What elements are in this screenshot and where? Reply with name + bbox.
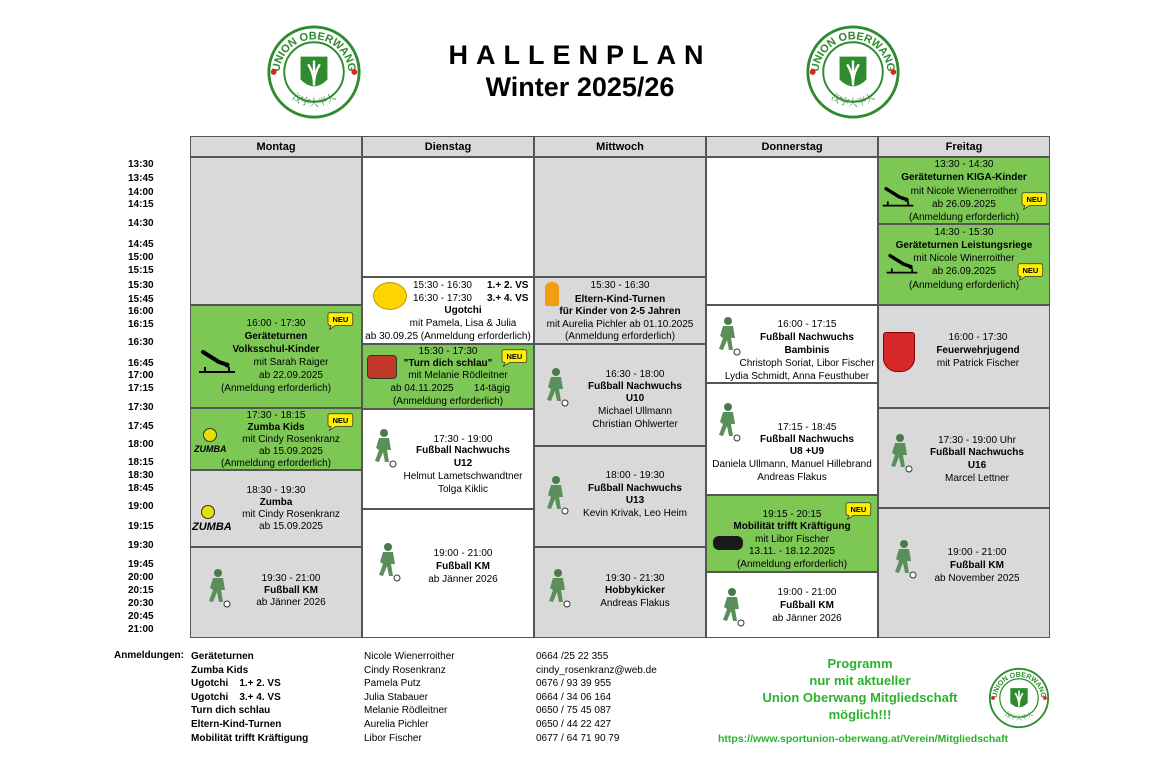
day-header-dienstag: Dienstag (362, 136, 534, 157)
registration-person: Libor Fischer (364, 732, 422, 744)
time-label: 14:00 (128, 187, 154, 198)
slot-mi-fussball-u13: 18:00 - 19:30 Fußball Nachwuchs U13 Kevin Krivak, Leo Heim (534, 446, 706, 547)
time-label: 19:30 (128, 540, 154, 551)
slot-di-ugotchi: 15:30 - 16:30 1.+ 2. VS 16:30 - 17:30 3.+ 4. VS Ugotchi mit Pamela, Lisa & Julia ab 30.09.25 (Anmeldung erforderlich) (362, 277, 534, 344)
registration-course: Ugotchi 3.+ 4. VS (191, 691, 281, 703)
slot-fr-feuerwehrjugend: 16:00 - 17:30 Feuerwehrjugend mit Patrick Fischer (878, 305, 1050, 408)
slot-empty (706, 157, 878, 305)
time-label: 20:30 (128, 598, 154, 609)
time-label: 18:30 (128, 470, 154, 481)
time-label: 19:00 (128, 501, 154, 512)
page-title: HALLENPLAN (448, 40, 712, 70)
slot-empty (534, 157, 706, 277)
registration-contact: cindy_rosenkranz@web.de (536, 664, 657, 676)
slot-fr-fussball-u16: 17:30 - 19:00 Uhr Fußball Nachwuchs U16 Marcel Lettner (878, 408, 1050, 508)
slot-do-fussball-km: 19:00 - 21:00 Fußball KM ab Jänner 2026 (706, 572, 878, 638)
time-label: 14:30 (128, 218, 154, 229)
time-label: 15:00 (128, 252, 154, 263)
registration-person: Julia Stabauer (364, 691, 428, 703)
day-header-montag: Montag (190, 136, 362, 157)
slot-di-fussball-u12: 17:30 - 19:00 Fußball Nachwuchs U12 Helmut Lametschwandtner Tolga Kiklic (362, 409, 534, 509)
membership-note: Programm nur mit aktueller Union Oberwang Mitgliedschaft möglich!!! (762, 656, 958, 722)
slot-mi-eltern-kind-turnen: 15:30 - 16:30 Eltern-Kind-Turnen für Kinder von 2-5 Jahren mit Aurelia Pichler ab 01.10.2025 (Anmeldung erforderlich) (534, 277, 706, 344)
time-label: 19:45 (128, 559, 154, 570)
slot-mo-zumba: ZUMBA 18:30 - 19:30 Zumba mit Cindy Rosenkranz ab 15.09.2025 (190, 470, 362, 547)
time-label: 13:45 (128, 173, 154, 184)
registration-contact: 0650 / 44 22 427 (536, 718, 612, 730)
registrations-courses (191, 650, 308, 745)
union-oberwang-logo-right (805, 24, 901, 120)
registrations-persons (364, 650, 455, 745)
membership-link[interactable]: https://www.sportunion-oberwang.at/Verein/Mitgliedschaft (718, 733, 1009, 745)
slot-mo-geraeteturnen: 16:00 - 17:30 Geräteturnen Volksschul-Kinder mit Sarah Raiger ab 22.09.2025 (Anmeldung erforderlich) (190, 305, 362, 408)
time-label: 20:45 (128, 611, 154, 622)
time-label: 19:15 (128, 521, 154, 532)
time-label: 17:45 (128, 421, 154, 432)
slot-mi-hobbykicker: 19:30 - 21:30 Hobbykicker Andreas Flakus (534, 547, 706, 638)
time-label: 20:00 (128, 572, 154, 583)
time-label: 16:30 (128, 337, 154, 348)
registrations-label: Anmeldungen: (114, 650, 184, 661)
time-label: 16:45 (128, 358, 154, 369)
time-label: 15:15 (128, 265, 154, 276)
registration-contact: 0650 / 75 45 087 (536, 705, 612, 717)
registration-contact: 0676 / 93 39 955 (536, 678, 612, 690)
day-header-freitag: Freitag (878, 136, 1050, 157)
registration-course: Eltern-Kind-Turnen (191, 718, 282, 730)
union-oberwang-logo-left (266, 24, 362, 120)
day-header-mittwoch: Mittwoch (534, 136, 706, 157)
page-subtitle: Winter 2025/26 (485, 72, 675, 102)
registration-course: Zumba Kids (191, 664, 249, 676)
time-label: 17:15 (128, 383, 154, 394)
slot-di-turn-dich-schlau: 15:30 - 17:30 "Turn dich schlau" mit Melanie Rödleitner ab 04.11.2025 14-tägig (Anmeldung erforderlich) (362, 344, 534, 409)
time-label: 16:00 (128, 306, 154, 317)
registration-person: Nicole Wienerroither (364, 651, 455, 662)
slot-mo-zumba-kids: ZUMBA 17:30 - 18:15 Zumba Kids mit Cindy Rosenkranz ab 15.09.2025 (Anmeldung erforderlich) (190, 408, 362, 470)
slot-di-fussball-km: 19:00 - 21:00 Fußball KM ab Jänner 2026 (362, 509, 534, 638)
registration-course: Geräteturnen (191, 651, 254, 662)
registration-course: Mobilität trifft Kräftigung (191, 732, 309, 744)
time-label: 18:45 (128, 483, 154, 494)
registration-course: Turn dich schlau (191, 705, 271, 717)
time-label: 14:45 (128, 239, 154, 250)
registration-course: Ugotchi 1.+ 2. VS (191, 678, 281, 690)
registration-person: Pamela Putz (364, 678, 421, 690)
registration-person: Melanie Rödleitner (364, 705, 448, 717)
registration-contact: 0677 / 64 71 90 79 (536, 732, 620, 744)
registrations-contacts (536, 650, 657, 745)
slot-fr-geraeteturnen-leistung: 14:30 - 15:30 Geräteturnen Leistungsriege mit Nicole Winerroither ab 26.09.2025 (Anmeldung erforderlich) (878, 224, 1050, 305)
time-label: 17:30 (128, 402, 154, 413)
schedule-grid (190, 136, 1050, 638)
time-label: 14:15 (128, 199, 154, 210)
union-oberwang-logo-small (988, 667, 1050, 729)
slot-do-fussball-u8-u9: 17:15 - 18:45 Fußball Nachwuchs U8 +U9 Daniela Ullmann, Manuel Hillebrand Andreas Flakus (706, 383, 878, 495)
registration-person: Aurelia Pichler (364, 718, 429, 730)
slot-empty (190, 157, 362, 305)
slot-mo-fussball-km: 19:30 - 21:00 Fußball KM ab Jänner 2026 (190, 547, 362, 638)
slot-mi-fussball-u10: 16:30 - 18:00 Fußball Nachwuchs U10 Michael Ullmann Christian Ohlwerter (534, 344, 706, 446)
slot-do-mobilitaet: 19:15 - 20:15 Mobilität trifft Kräftigung mit Libor Fischer 13.11. - 18.12.2025 (Anmeldung erforderlich) (706, 495, 878, 572)
slot-do-fussball-bambinis: 16:00 - 17:15 Fußball Nachwuchs Bambinis Christoph Soriat, Libor Fischer Lydia Schmidt, Anna Feusthuber (706, 305, 878, 383)
time-label: 15:45 (128, 294, 154, 305)
time-label: 17:00 (128, 370, 154, 381)
time-label: 21:00 (128, 624, 154, 635)
registration-person: Cindy Rosenkranz (364, 664, 446, 676)
time-label: 15:30 (128, 280, 154, 291)
slot-fr-geraeteturnen-kiga: 13:30 - 14:30 Geräteturnen KIGA-Kinder mit Nicole Wienerroither ab 26.09.2025 (Anmeldung erforderlich) (878, 157, 1050, 224)
slot-empty (362, 157, 534, 277)
slot-fr-fussball-km: 19:00 - 21:00 Fußball KM ab November 2025 (878, 508, 1050, 638)
time-label: 18:00 (128, 439, 154, 450)
time-label: 16:15 (128, 319, 154, 330)
zumba-logo: ZUMBA (194, 444, 227, 454)
zumba-logo: ZUMBA (192, 521, 232, 533)
time-label: 18:15 (128, 457, 154, 468)
time-label: 20:15 (128, 585, 154, 596)
registration-contact: 0664 / 34 06 164 (536, 691, 612, 703)
day-header-donnerstag: Donnerstag (706, 136, 878, 157)
registration-contact: 0664 /25 22 355 (536, 651, 609, 662)
time-label: 13:30 (128, 159, 154, 170)
